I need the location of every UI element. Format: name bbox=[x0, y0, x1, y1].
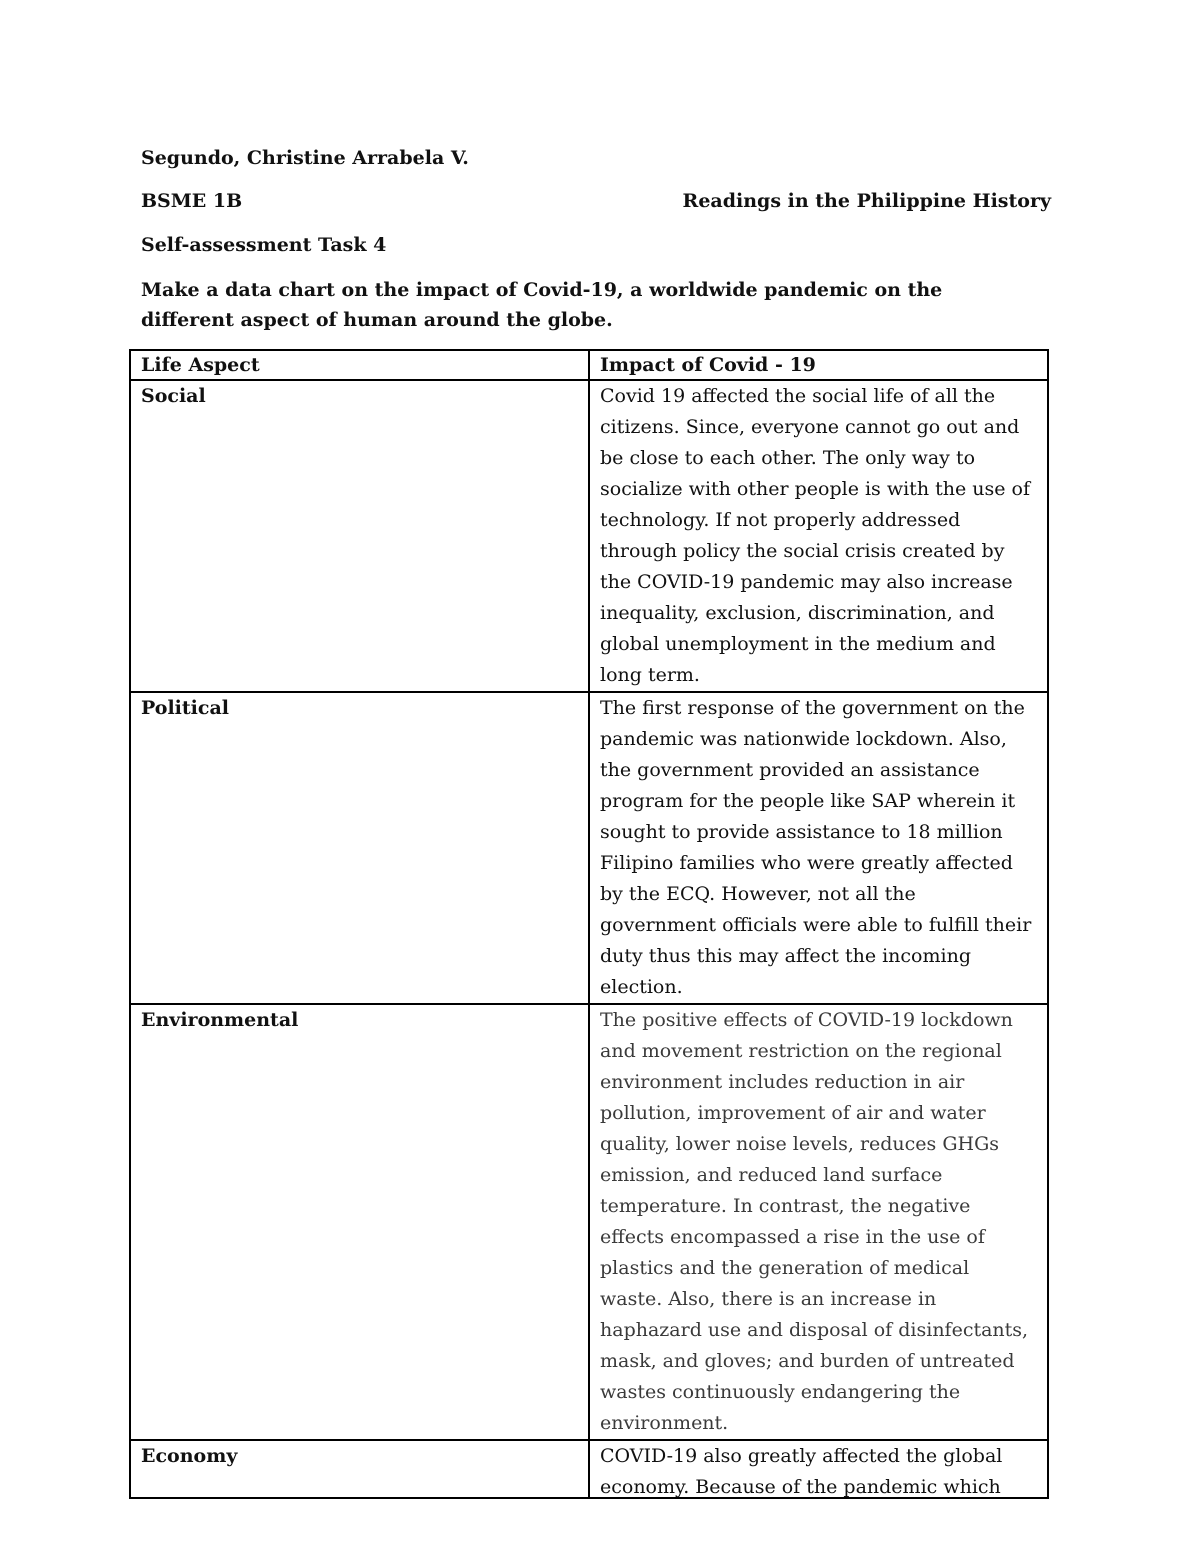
course-title: Readings in the Philippine History bbox=[682, 190, 1051, 212]
aspect-cell-economy: Economy bbox=[130, 1440, 589, 1498]
impact-text-economy: COVID-19 also greatly affected the global economy. Because of the pandemic which bbox=[600, 1445, 1003, 1497]
impact-cell-environmental: The positive effects of COVID-19 lockdown and movement restriction on the regional environment includes reduction in air pollution, improvement of air and water quality, lower noise levels, reduces GHGs emission, and reduced land surface temperature. In contrast, the negative effects encompassed a rise in the use of plastics and the generation of medical waste. Also, there is an increase in haphazard use and disposal of disinfectants, mask, and gloves; and burden of untreated wastes continuously endangering the environment. bbox=[589, 1004, 1048, 1440]
table-header-row bbox=[130, 350, 1048, 380]
aspect-cell-environmental: Environmental bbox=[130, 1004, 589, 1440]
table-row bbox=[130, 692, 1048, 1004]
column-header-impact: Impact of Covid - 19 bbox=[589, 350, 1048, 380]
aspect-cell-social: Social bbox=[130, 380, 589, 692]
section-label: BSME 1B bbox=[141, 190, 243, 212]
column-header-life-aspect: Life Aspect bbox=[130, 350, 589, 380]
task-instruction: Make a data chart on the impact of Covid-19, a worldwide pandemic on the different aspect of human around the globe. bbox=[141, 279, 943, 331]
table-row bbox=[130, 380, 1048, 692]
impact-data-chart bbox=[129, 349, 1049, 1499]
student-name: Segundo, Christine Arrabela V. bbox=[141, 147, 469, 169]
impact-cell-social: Covid 19 affected the social life of all the citizens. Since, everyone cannot go out and be close to each other. The only way to socialize with other people is with the use of technology. If not properly addressed through policy the social crisis created by the COVID-19 pandemic may also increase inequality, exclusion, discrimination, and global unemployment in the medium and long term. bbox=[589, 380, 1048, 692]
impact-cell-economy bbox=[589, 1440, 1048, 1498]
table-row bbox=[130, 1004, 1048, 1440]
table-row bbox=[130, 1440, 1048, 1498]
impact-cell-political: The first response of the government on the pandemic was nationwide lockdown. Also, the government provided an assistance program for the people like SAP wherein it sought to provide assistance to 18 million Filipino families who were greatly affected by the ECQ. However, not all the government officials were able to fulfill their duty thus this may affect the incoming election. bbox=[589, 692, 1048, 1004]
task-title: Self-assessment Task 4 bbox=[141, 234, 387, 256]
aspect-cell-political: Political bbox=[130, 692, 589, 1004]
